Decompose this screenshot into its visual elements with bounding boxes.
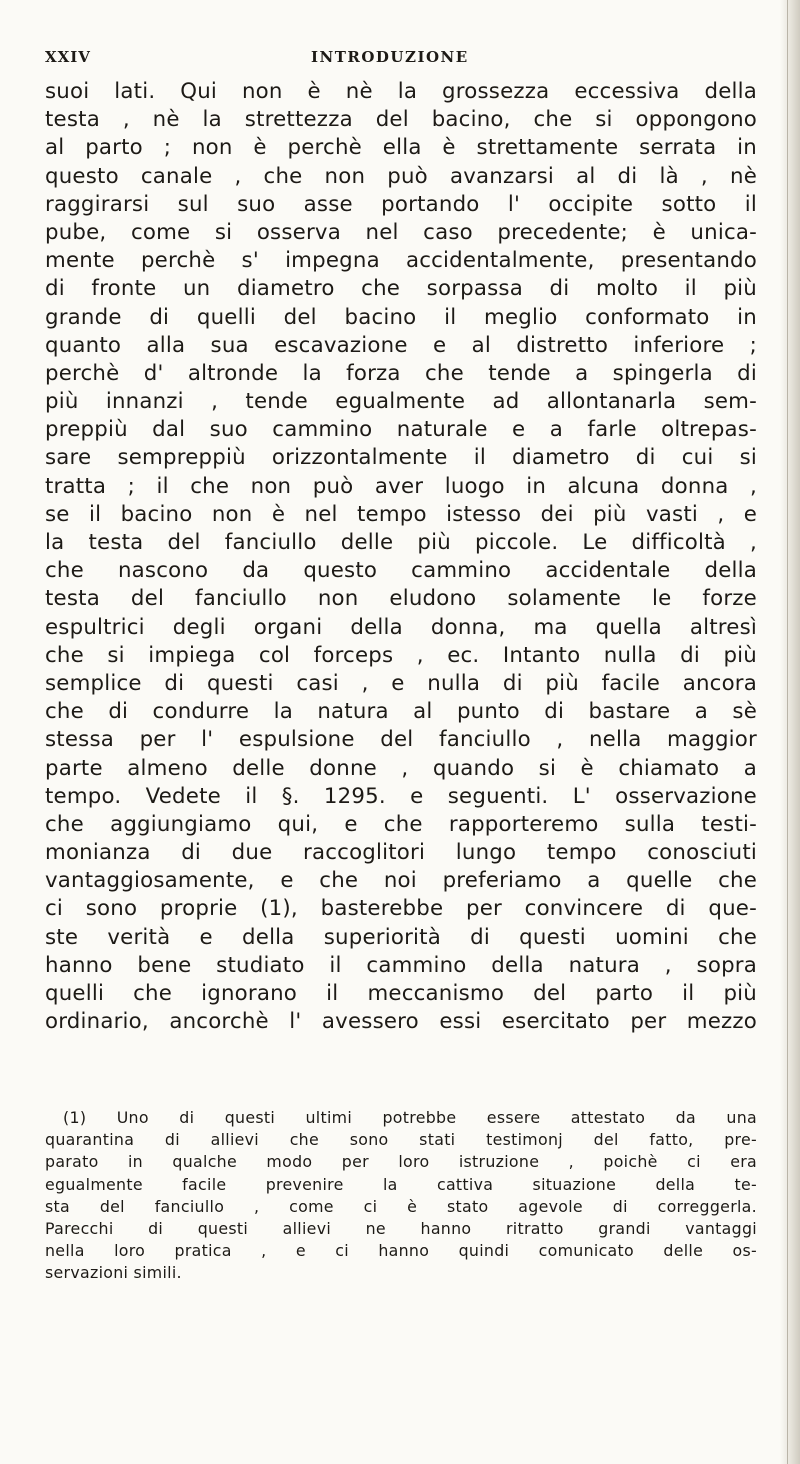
footnote-line: Parecchi di questi allievi ne hanno ritratto grandi vantaggi	[45, 1218, 757, 1238]
body-line: vantaggiosamente, e che noi preferiamo a quelle che	[45, 868, 757, 894]
body-line: ci sono proprie (1), basterebbe per convincere di que-	[45, 896, 757, 922]
footnote	[45, 1107, 757, 1285]
body-line: se il bacino non è nel tempo istesso dei più vasti , e	[45, 501, 757, 527]
body-text	[45, 78, 757, 1036]
body-line: perchè d' altronde la forza che tende a spingerla di	[45, 360, 757, 386]
body-line: testa del fanciullo non eludono solamente le forze	[45, 586, 757, 612]
footnote-line: parato in qualche modo per loro istruzione , poichè ci era	[45, 1152, 757, 1172]
footnote-line: (1) Uno di questi ultimi potrebbe essere attestato da una	[63, 1108, 757, 1127]
body-line: suoi lati. Qui non è nè la grossezza eccessiva della	[45, 79, 757, 104]
body-line: grande di quelli del bacino il meglio conformato in	[45, 304, 757, 330]
body-line: che di condurre la natura al punto di bastare a sè	[45, 699, 757, 725]
body-line: la testa del fanciullo delle più piccole. Le difficoltà ,	[45, 530, 757, 555]
body-line: ste verità e della superiorità di questi uomini che	[45, 924, 757, 950]
body-line: quelli che ignorano il meccanismo del parto il più	[45, 981, 757, 1006]
body-line: semplice di questi casi , e nulla di più facile ancora	[45, 670, 757, 696]
page-number: XXIV	[45, 48, 91, 66]
body-line: pube, come si osserva nel caso precedente; è unica-	[45, 219, 757, 245]
body-line: che nascono da questo cammino accidentale della	[45, 558, 757, 584]
body-line: raggirarsi sul suo asse portando l' occipite sotto il	[45, 191, 757, 217]
body-line: espultrici degli organi della donna, ma quella altresì	[45, 614, 757, 640]
body-line: hanno bene studiato il cammino della natura , sopra	[45, 952, 757, 978]
footnote-line: sta del fanciullo , come ci è stato agevole di correggerla.	[45, 1196, 757, 1216]
body-line: stessa per l' espulsione del fanciullo , nella maggior	[45, 727, 757, 753]
body-line: che si impiega col forceps , ec. Intanto nulla di più	[45, 642, 757, 668]
body-line: monianza di due raccoglitori lungo tempo conosciuti	[45, 840, 757, 866]
body-line: tratta ; il che non può aver luogo in alcuna donna ,	[45, 473, 757, 499]
body-line: quanto alla sua escavazione e al distretto inferiore ;	[45, 332, 757, 358]
footnote-line: servazioni simili.	[45, 1263, 182, 1283]
page-edge-shadow	[780, 0, 800, 1464]
body-line: parte almeno delle donne , quando si è chiamato a	[45, 755, 757, 781]
body-line: di fronte un diametro che sorpassa di molto il più	[45, 276, 757, 302]
body-line: testa , nè la strettezza del bacino, che si oppongono	[45, 107, 757, 133]
body-line: tempo. Vedete il §. 1295. e seguenti. L' osservazione	[45, 783, 757, 809]
section-title: INTRODUZIONE	[311, 48, 469, 66]
body-line: al parto ; non è perchè ella è strettamente serrata in	[45, 135, 757, 161]
footnote-line: nella loro pratica , e ci hanno quindi comunicato delle os-	[45, 1241, 757, 1261]
footnote-line: quarantina di allievi che sono stati testimonj del fatto, pre-	[45, 1130, 757, 1150]
footnote-line: egualmente facile prevenire la cattiva situazione della te-	[45, 1174, 757, 1194]
body-line: preppiù dal suo cammino naturale e a farle oltrepas-	[45, 417, 757, 443]
running-head	[45, 48, 757, 70]
body-line: ordinario, ancorchè l' avessero essi esercitato per mezzo	[45, 1009, 757, 1035]
page-edge-line	[787, 0, 788, 1464]
body-line: sare sempreppiù orizzontalmente il diametro di cui si	[45, 445, 757, 471]
body-line: mente perchè s' impegna accidentalmente, presentando	[45, 248, 757, 274]
body-line: questo canale , che non può avanzarsi al di là , nè	[45, 163, 757, 189]
body-line: più innanzi , tende egualmente ad allontanarla sem-	[45, 389, 757, 415]
body-line: che aggiungiamo qui, e che rapporteremo sulla testi-	[45, 811, 757, 837]
